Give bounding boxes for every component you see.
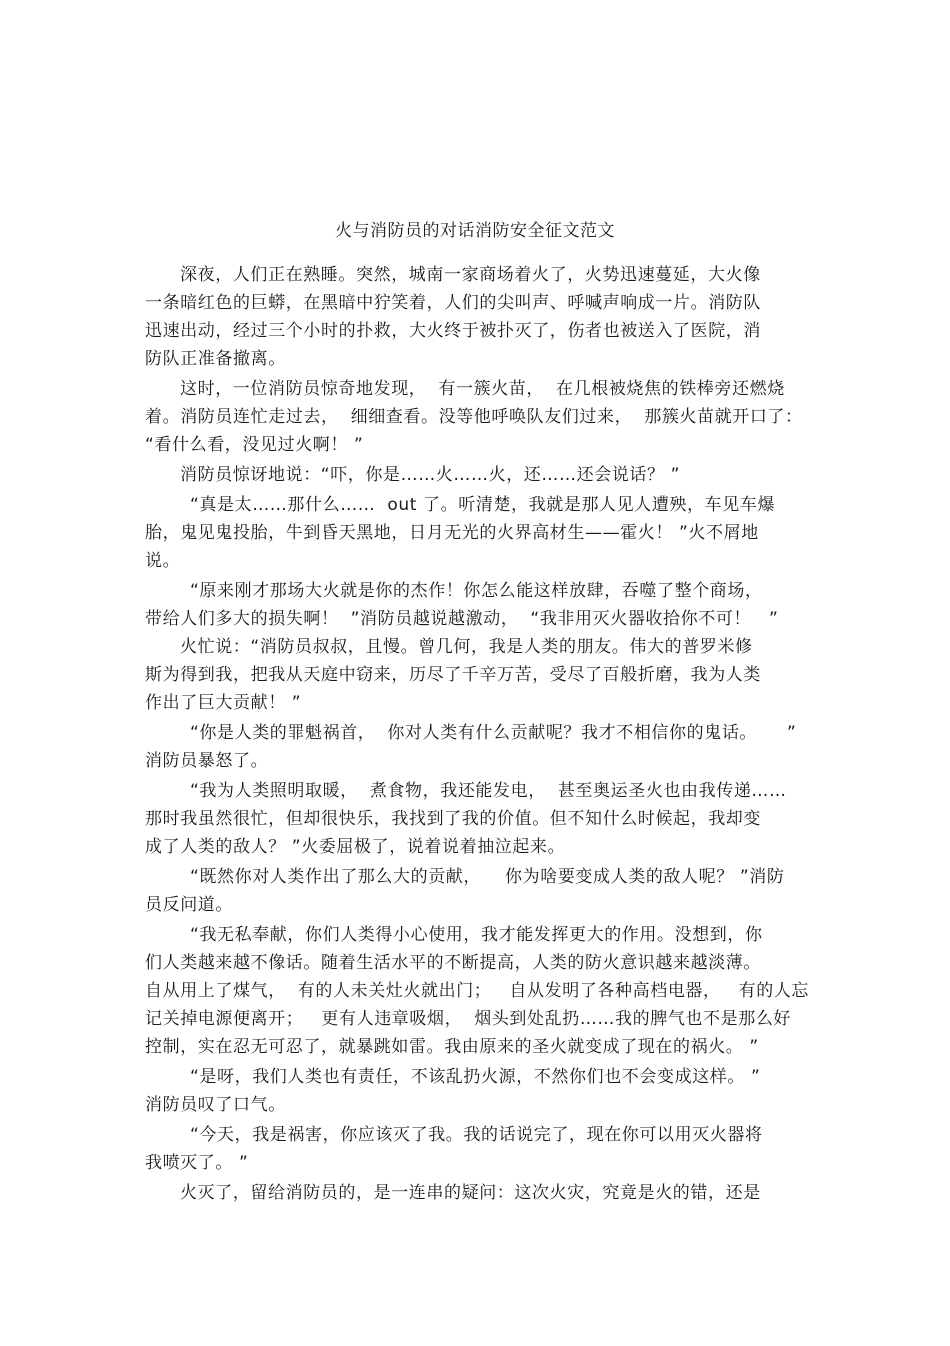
text-line: 作出了巨大贡献！ ”: [145, 693, 302, 713]
text-line: 防队正准备撤离。: [145, 349, 286, 369]
text-line: 记关掉电源便离开； 更有人违章吸烟， 烟头到处乱扔……我的脾气也不是那么好: [145, 1009, 792, 1029]
text-line: “我为人类照明取暖， 煮食物，我还能发电， 甚至奥运圣火也由我传递……: [190, 781, 787, 801]
text-line: “原来刚才那场大火就是你的杰作！你怎么能这样放肆，吞噬了整个商场，: [190, 581, 763, 601]
text-line: 控制，实在忍无可忍了，就暴跳如雷。我由原来的圣火就变成了现在的祸火。 ”: [145, 1037, 759, 1057]
text-line: 斯为得到我，把我从天庭中窃来，历尽了千辛万苦，受尽了百般折磨，我为人类: [145, 665, 761, 685]
text-line: 自从用上了煤气， 有的人未关灶火就出门； 自从发明了各种高档电器， 有的人忘: [145, 981, 810, 1001]
text-line: “我无私奉献，你们人类得小心使用，我才能发挥更大的作用。没想到，你: [190, 925, 763, 945]
text-line: 消防员惊讶地说：“吓，你是……火……火，还……还会说话？ ”: [180, 465, 681, 485]
text-line: “今天，我是祸害，你应该灭了我。我的话说完了，现在你可以用灭火器将: [190, 1125, 763, 1145]
text-line: “既然你对人类作出了那么大的贡献， 你为啥要变成人类的敌人呢？ ”消防: [190, 867, 785, 887]
text-line: 员反问道。: [145, 895, 233, 915]
text-line: “你是人类的罪魁祸首， 你对人类有什么贡献呢？我才不相信你的鬼话。 ”: [190, 723, 797, 743]
text-line: “真是太……那什么…… out 了。听清楚，我就是那人见人遭殃，车见车爆: [190, 495, 776, 515]
text-line: 消防员暴怒了。: [145, 751, 269, 771]
text-line: 那时我虽然很忙，但却很快乐，我找到了我的价值。但不知什么时候起，我却变: [145, 809, 761, 829]
text-line: 们人类越来越不像话。随着生活水平的不断提高，人类的防火意识越来越淡薄。: [145, 953, 761, 973]
text-line: “看什么看，没见过火啊！ ”: [145, 435, 364, 455]
text-line: 成了人类的敌人？ ”火委屈极了，说着说着抽泣起来。: [145, 837, 566, 857]
text-line: 说。: [145, 551, 181, 571]
text-line: 深夜，人们正在熟睡。突然，城南一家商场着火了，火势迅速蔓延，大火像: [180, 265, 761, 285]
text-line: 火灭了，留给消防员的，是一连串的疑问：这次火灾，究竟是火的错，还是: [180, 1183, 761, 1203]
text-line: 着。消防员连忙走过去， 细细查看。没等他呼唤队友们过来， 那簇火苗就开口了：: [145, 407, 803, 427]
text-line: 我喷灭了。 ”: [145, 1153, 249, 1173]
text-line: “是呀，我们人类也有责任，不该乱扔火源，不然你们也不会变成这样。 ”: [190, 1067, 761, 1087]
text-line: 迅速出动，经过三个小时的扑救，大火终于被扑灭了，伤者也被送入了医院，消: [145, 321, 761, 341]
text-line: 这时，一位消防员惊奇地发现， 有一簇火苗， 在几根被烧焦的铁棒旁还燃烧: [180, 379, 785, 399]
text-line: 胎，鬼见鬼投胎，牛到昏天黑地，日月无光的火界高材生——霍火！ ”火不屑地: [145, 523, 759, 543]
text-line: 消防员叹了口气。: [145, 1095, 286, 1115]
text-line: 火忙说：“消防员叔叔，且慢。曾几何，我是人类的朋友。伟大的普罗米修: [180, 637, 753, 657]
document-title: 火与消防员的对话消防安全征文范文: [335, 221, 615, 241]
text-line: 带给人们多大的损失啊！ ”消防员越说越激动， “我非用灭火器收拾你不可！ ”: [145, 609, 779, 629]
text-line: 一条暗红色的巨蟒，在黑暗中狞笑着，人们的尖叫声、呼喊声响成一片。消防队: [145, 293, 761, 313]
